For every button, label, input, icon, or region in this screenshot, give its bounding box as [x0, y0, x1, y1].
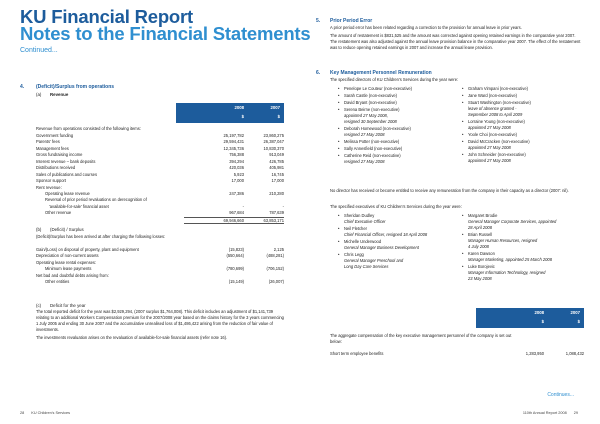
- table-row: Other entities (15,149) (26,007): [45, 279, 284, 285]
- list-item: • Neil Fletcher Chief Financial Officer, resigned 18 April 2008: [338, 226, 462, 238]
- col-2007-currency: $: [277, 114, 280, 119]
- note4-title: (Deficit)/Surplus from operations: [36, 84, 115, 90]
- list-item: • Stuart Washington (non-executive) leave of absence granted - September 2008 to April 2009: [462, 100, 582, 118]
- list-item: • David McCracken (non-executive) appointed 27 May 2008: [462, 139, 582, 151]
- list-item: • John Schneider (non-executive) appointed 27 May 2008: [462, 152, 582, 164]
- table-row: Reversal of prior period revaluations on derecognition of: [45, 197, 147, 203]
- col-2007-label: 2007: [570, 310, 580, 315]
- list-item: • Luke Borojevic Manager Information Technology, resigned 23 May 2008: [462, 264, 586, 282]
- note5-title: Prior Period Error: [330, 18, 373, 24]
- table-row: Operating lease revenue 247,386 210,280: [45, 190, 284, 196]
- table-row: Distributions received 420,036 405,981: [36, 165, 284, 171]
- footer-right: [523, 411, 578, 415]
- continues-label: Continues...: [547, 392, 574, 398]
- executives-intro: The specified executives of KU Children's Services during the year were:: [330, 204, 462, 209]
- note5-paragraph1: A prior period error has been related regarding a correction to the provision for annual leave in prior years.: [330, 25, 522, 30]
- table-row: Short term employee benefits 1,283,950 1,088,432: [330, 351, 584, 356]
- note4a-letter: (a): [36, 92, 42, 97]
- note4c-title: Deficit for the year: [50, 303, 86, 308]
- table-row: Operating lease rental expenses:: [36, 259, 97, 265]
- executives-list-right: [462, 213, 586, 283]
- list-item: • Serena Beirne (non-executive) appointed 27 May 2008, resigned 30 September 2008: [338, 107, 458, 125]
- executives-list-left: [338, 213, 462, 271]
- directors-list-right: [462, 86, 582, 165]
- col-2008-label: 2008: [534, 310, 544, 315]
- table-row: Sales of publications and courses 5,923 16,745: [36, 171, 284, 177]
- col-2007-currency: $: [577, 319, 580, 324]
- note4b-letter: (b): [36, 227, 42, 232]
- col-2008-label: 2008: [234, 105, 244, 110]
- list-item: • Sally Annesfield (non-executive): [338, 146, 458, 152]
- table-row: Minimum lease payments (780,699) (706,152): [45, 266, 284, 272]
- continued-label: Continued...: [20, 47, 58, 54]
- table-row: Gross fundraising income 756,388 913,049: [36, 152, 284, 158]
- list-item: • David Bryant (non-executive): [338, 100, 458, 106]
- list-item: • Sarah Castle (non-executive): [338, 93, 458, 99]
- revenue-table: [36, 133, 284, 223]
- footer-left: [20, 411, 70, 415]
- table-row: Net bad and doubtful debts arising from:: [36, 272, 109, 278]
- table-total-row: 69,946,660 63,853,171: [36, 217, 284, 223]
- list-item: • Michelle Underwood General Manager Business Development: [338, 239, 462, 251]
- list-item: • Lorraine Young (non-executive) appointed 27 May 2008: [462, 119, 582, 131]
- no-director-remuneration: No director has received or become entitled to receive any remuneration from the company in their capacity as a director (2007: nil).: [330, 188, 569, 193]
- note5-paragraph2: The amount of restatement is $831,525 and the amount was corrected against opening retained earnings in the comparative year 2007. The restatement was also adjusted against the annual leave provision balance in the comparative year 2007. The effect of the restatement was to reduce opening retained earnings in 2007 and increase the annual leave provision.: [330, 33, 581, 50]
- col-2007-label: 2007: [270, 105, 280, 110]
- list-item: • Jane Ward (non-executive): [462, 93, 582, 99]
- note4a-title: Revenue: [50, 92, 69, 97]
- report-subtitle: Notes to the Financial Statements: [20, 23, 311, 44]
- page-number-right: 29: [573, 411, 578, 415]
- aggregate-compensation-text: The aggregate compensation of the key executive management personnel of the company is set out below:: [330, 333, 512, 344]
- revenue-intro: Revenue from operations consisted of the following items:: [36, 126, 141, 131]
- col-2008-currency: $: [541, 319, 544, 324]
- note4-number: 4.: [20, 84, 25, 90]
- losses-table: [36, 247, 284, 286]
- table-row: Government funding 25,197,782 23,860,275: [36, 133, 284, 138]
- directors-list-left: [338, 86, 458, 166]
- list-item: • Catherine Reid (non-executive) resigned 27 May 2008: [338, 153, 458, 165]
- note6-intro: The specified directors of KU Children's Services during the year were:: [330, 77, 459, 82]
- list-item: • Brian Russell Manager Human Resources, resigned 4 July 2008: [462, 232, 586, 250]
- list-item: • Melissa Potter (non-executive): [338, 139, 458, 145]
- list-item: • Chris Legg General Manager Preschool and Long Day Care Services: [338, 252, 462, 270]
- list-item: • Graham Vimpani (non-executive): [462, 86, 582, 92]
- list-item: • Margaret Brodie General Manager Corporate Services, appointed 28 April 2008: [462, 213, 586, 231]
- table-row: Other revenue 967,684 787,639: [36, 210, 284, 216]
- note4c-text2: The investments revaluation arises on the revaluation of available-for-sale financial assets (refer note 16).: [36, 335, 228, 340]
- table-row: Sponsor support 17,000 17,000: [36, 178, 284, 184]
- note6-title: Key Management Personnel Remuneration: [330, 70, 432, 76]
- note6-year-header: [476, 308, 584, 328]
- table-row: Parents' fees 29,594,431 26,387,047: [36, 139, 284, 145]
- footer-report-name: 110th Annual Report 2008: [522, 411, 567, 415]
- table-row: Interest revenue – bank deposits 394,294 426,785: [36, 158, 284, 164]
- table-row: Rent revenue:: [36, 184, 62, 190]
- page-number-left: 28: [20, 411, 25, 415]
- note6-number: 6.: [316, 70, 321, 76]
- list-item: • Yoole Choi (non-executive): [462, 132, 582, 138]
- table-row: Gain/(Loss) on disposal of property, plant and equipment (15,823) 2,125: [36, 247, 284, 252]
- table-row: 'available-for-sale' financial asset - -: [49, 203, 284, 209]
- note4b-title: (Deficit) / Surplus: [50, 227, 84, 232]
- footer-org-name: KU Children's Services: [31, 411, 71, 415]
- list-item: • Penelope Le Couteur (non-executive): [338, 86, 458, 92]
- note4-year-header: [176, 103, 284, 123]
- table-row: Depreciation of non-current assets (550,664) (488,281): [36, 253, 284, 259]
- list-item: • Karen Dawson Manager Marketing, appointed 25 March 2008: [462, 251, 586, 263]
- note4c-letter: (c): [36, 303, 42, 308]
- list-item: • Deborah Homewood (non-executive) resigned 27 May 2008: [338, 126, 458, 138]
- note4c-text: The total reported deficit for the year was $2,929,294, (2007 surplus $1,764,008). This deficit includes an adjustment of $1,141,739 relating to an additional Workers Compensation premium for the 2007/2008 year based on the claims history for the 3 years commencing 1 July 2005 and ending 30 June 2007 and the accumulative unrealised loss of $1,486,422 arising from the reduction of fair value of investments.: [36, 309, 284, 332]
- table-row: Management fees 12,345,736 10,830,370: [36, 145, 284, 151]
- note5-number: 5.: [316, 18, 321, 24]
- col-2008-currency: $: [241, 114, 244, 119]
- report-title: KU Financial Report: [20, 6, 193, 27]
- note4b-intro: (Deficit)/Surplus has been arrived at after charging the following losses:: [36, 234, 166, 239]
- list-item: • Sheridan Dudley Chief Executive Officer: [338, 213, 462, 225]
